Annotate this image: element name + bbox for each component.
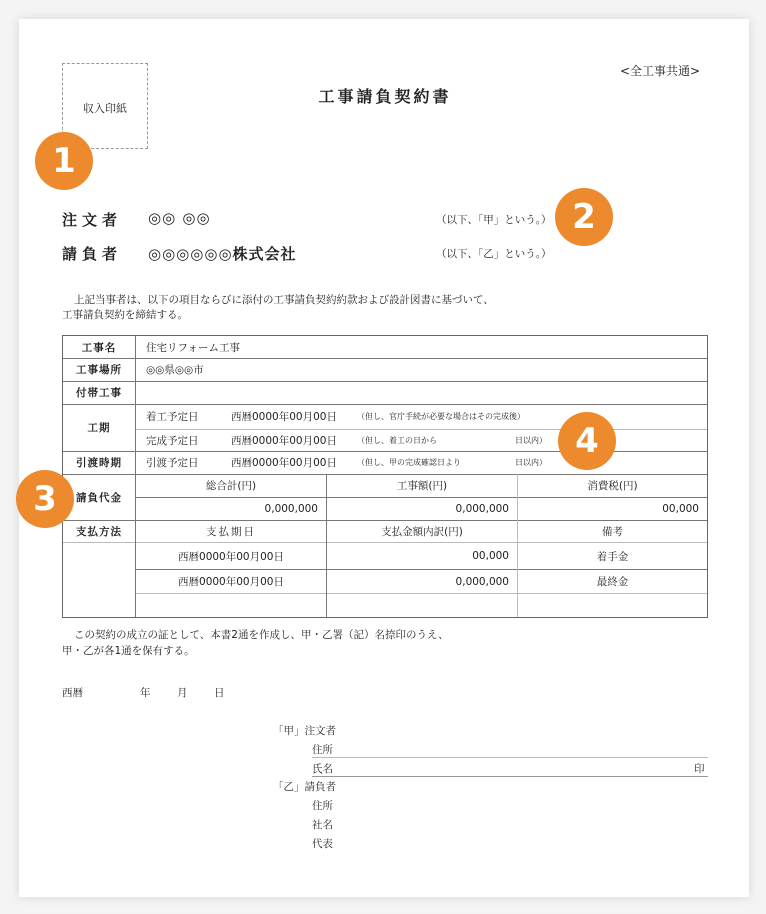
price-header-tax: 消費税(円) [587,480,638,492]
party-a-seal: 印 [694,763,705,775]
contractor-name: ◎◎◎◎◎◎株式会社 [148,245,297,263]
start-date-label: 着工予定日 [146,411,199,423]
payment-header-date: 支払期日 [206,525,256,538]
payment-header-amount: 支払金額内訳(円) [381,525,463,538]
payment-row-3-date [136,594,326,616]
contractor-label: 請負者 [62,245,123,263]
payment-row-3-amount [327,594,517,616]
badge-1: 1 [35,132,93,190]
party-a-address-label: 住所 [312,744,333,756]
contractor-note: （以下、「乙」という。） [436,248,552,260]
payment-row-1-remarks: 着手金 [596,550,629,563]
badge-2: 2 [555,188,613,246]
orderer-label: 注文者 [62,211,123,229]
handover-date-label: 引渡予定日 [146,457,199,469]
orderer-name: ◎◎ ◎◎ [148,209,211,227]
project-name-value: 住宅リフォーム工事 [146,341,240,354]
start-date-note: （但し、官庁手続が必要な場合はその完成後） [357,412,525,421]
closing-text [62,627,582,659]
payment-header-remarks: 備考 [602,525,623,538]
intro-line-1: 上記当事者は、以下の項目ならびに添付の工事請負契約約款および設計図書に基づいて、 [74,294,494,306]
price-value-total: 0,000,000 [264,502,318,515]
handover-date-note-end: 日以内） [515,458,547,467]
document-type: <全工事共通> [620,64,701,78]
handover-date-note: （但し、甲の完成確認日より [357,458,461,467]
price-header-construction: 工事額(円) [396,480,448,492]
row-label-project-name: 工事名 [81,341,117,354]
finish-date-label: 完成予定日 [146,434,199,447]
closing-line-1: この契約の成立の証として、本書2通を作成し、甲・乙署（記）名捺印のうえ、 [74,629,449,641]
party-a-name-line [312,776,708,777]
row-label-handover: 引渡時期 [76,457,122,469]
party-b-company-label: 社名 [312,819,333,831]
payment-row-1-amount: 00,000 [472,550,509,562]
party-a-title: 「甲」注文者 [273,725,336,737]
intro-line-2: 工事請負契約を締結する。 [62,309,188,321]
finish-date-note: （但し、着工の日から [357,435,437,445]
date-day: 日 [214,687,225,699]
location-value: ◎◎県◎◎市 [146,364,204,376]
closing-line-2: 甲・乙が各1通を保有する。 [62,645,195,657]
ancillary-value [136,381,707,404]
row-label-ancillary: 付帯工事 [76,387,122,399]
intro-text [62,293,622,323]
party-b-title: 「乙」請負者 [273,781,336,793]
finish-date-value: 西暦0000年00月00日 [231,434,337,447]
party-a-address-line [312,757,708,758]
payment-row-1-date: 西暦0000年00月00日 [178,550,284,563]
date-year: 年 [140,687,151,699]
party-b-address-label: 住所 [312,800,333,812]
document-title: 工事請負契約書 [318,87,452,106]
party-b-representative-label: 代表 [312,838,333,850]
payment-row-2-amount: 0,000,000 [455,575,509,588]
row-label-price: 請負代金 [76,491,122,504]
badge-4: 4 [558,412,616,470]
start-date-value: 西暦0000年00月00日 [231,411,337,423]
price-value-tax: 00,000 [662,502,699,515]
date-month: 月 [177,687,188,699]
payment-row-2-remarks: 最終金 [596,576,629,588]
price-header-total: 総合計(円) [205,480,257,492]
row-label-payment: 支払方法 [76,525,122,538]
revenue-stamp-label: 収入印紙 [83,102,127,115]
handover-date-value: 西暦0000年00月00日 [231,457,337,469]
party-a-name-label: 氏名 [312,763,333,775]
badge-3: 3 [16,470,74,528]
contract-table [62,335,708,618]
orderer-note: （以下、「甲」という。） [436,214,552,226]
payment-row-3-remarks [518,594,707,616]
payment-row-2-date: 西暦0000年00月00日 [178,576,284,588]
row-label-location: 工事場所 [76,364,122,376]
date-era: 西暦 [62,687,83,699]
finish-date-note-end: 日以内） [515,435,547,445]
price-value-construction: 0,000,000 [455,502,509,515]
row-label-period: 工期 [87,422,111,434]
